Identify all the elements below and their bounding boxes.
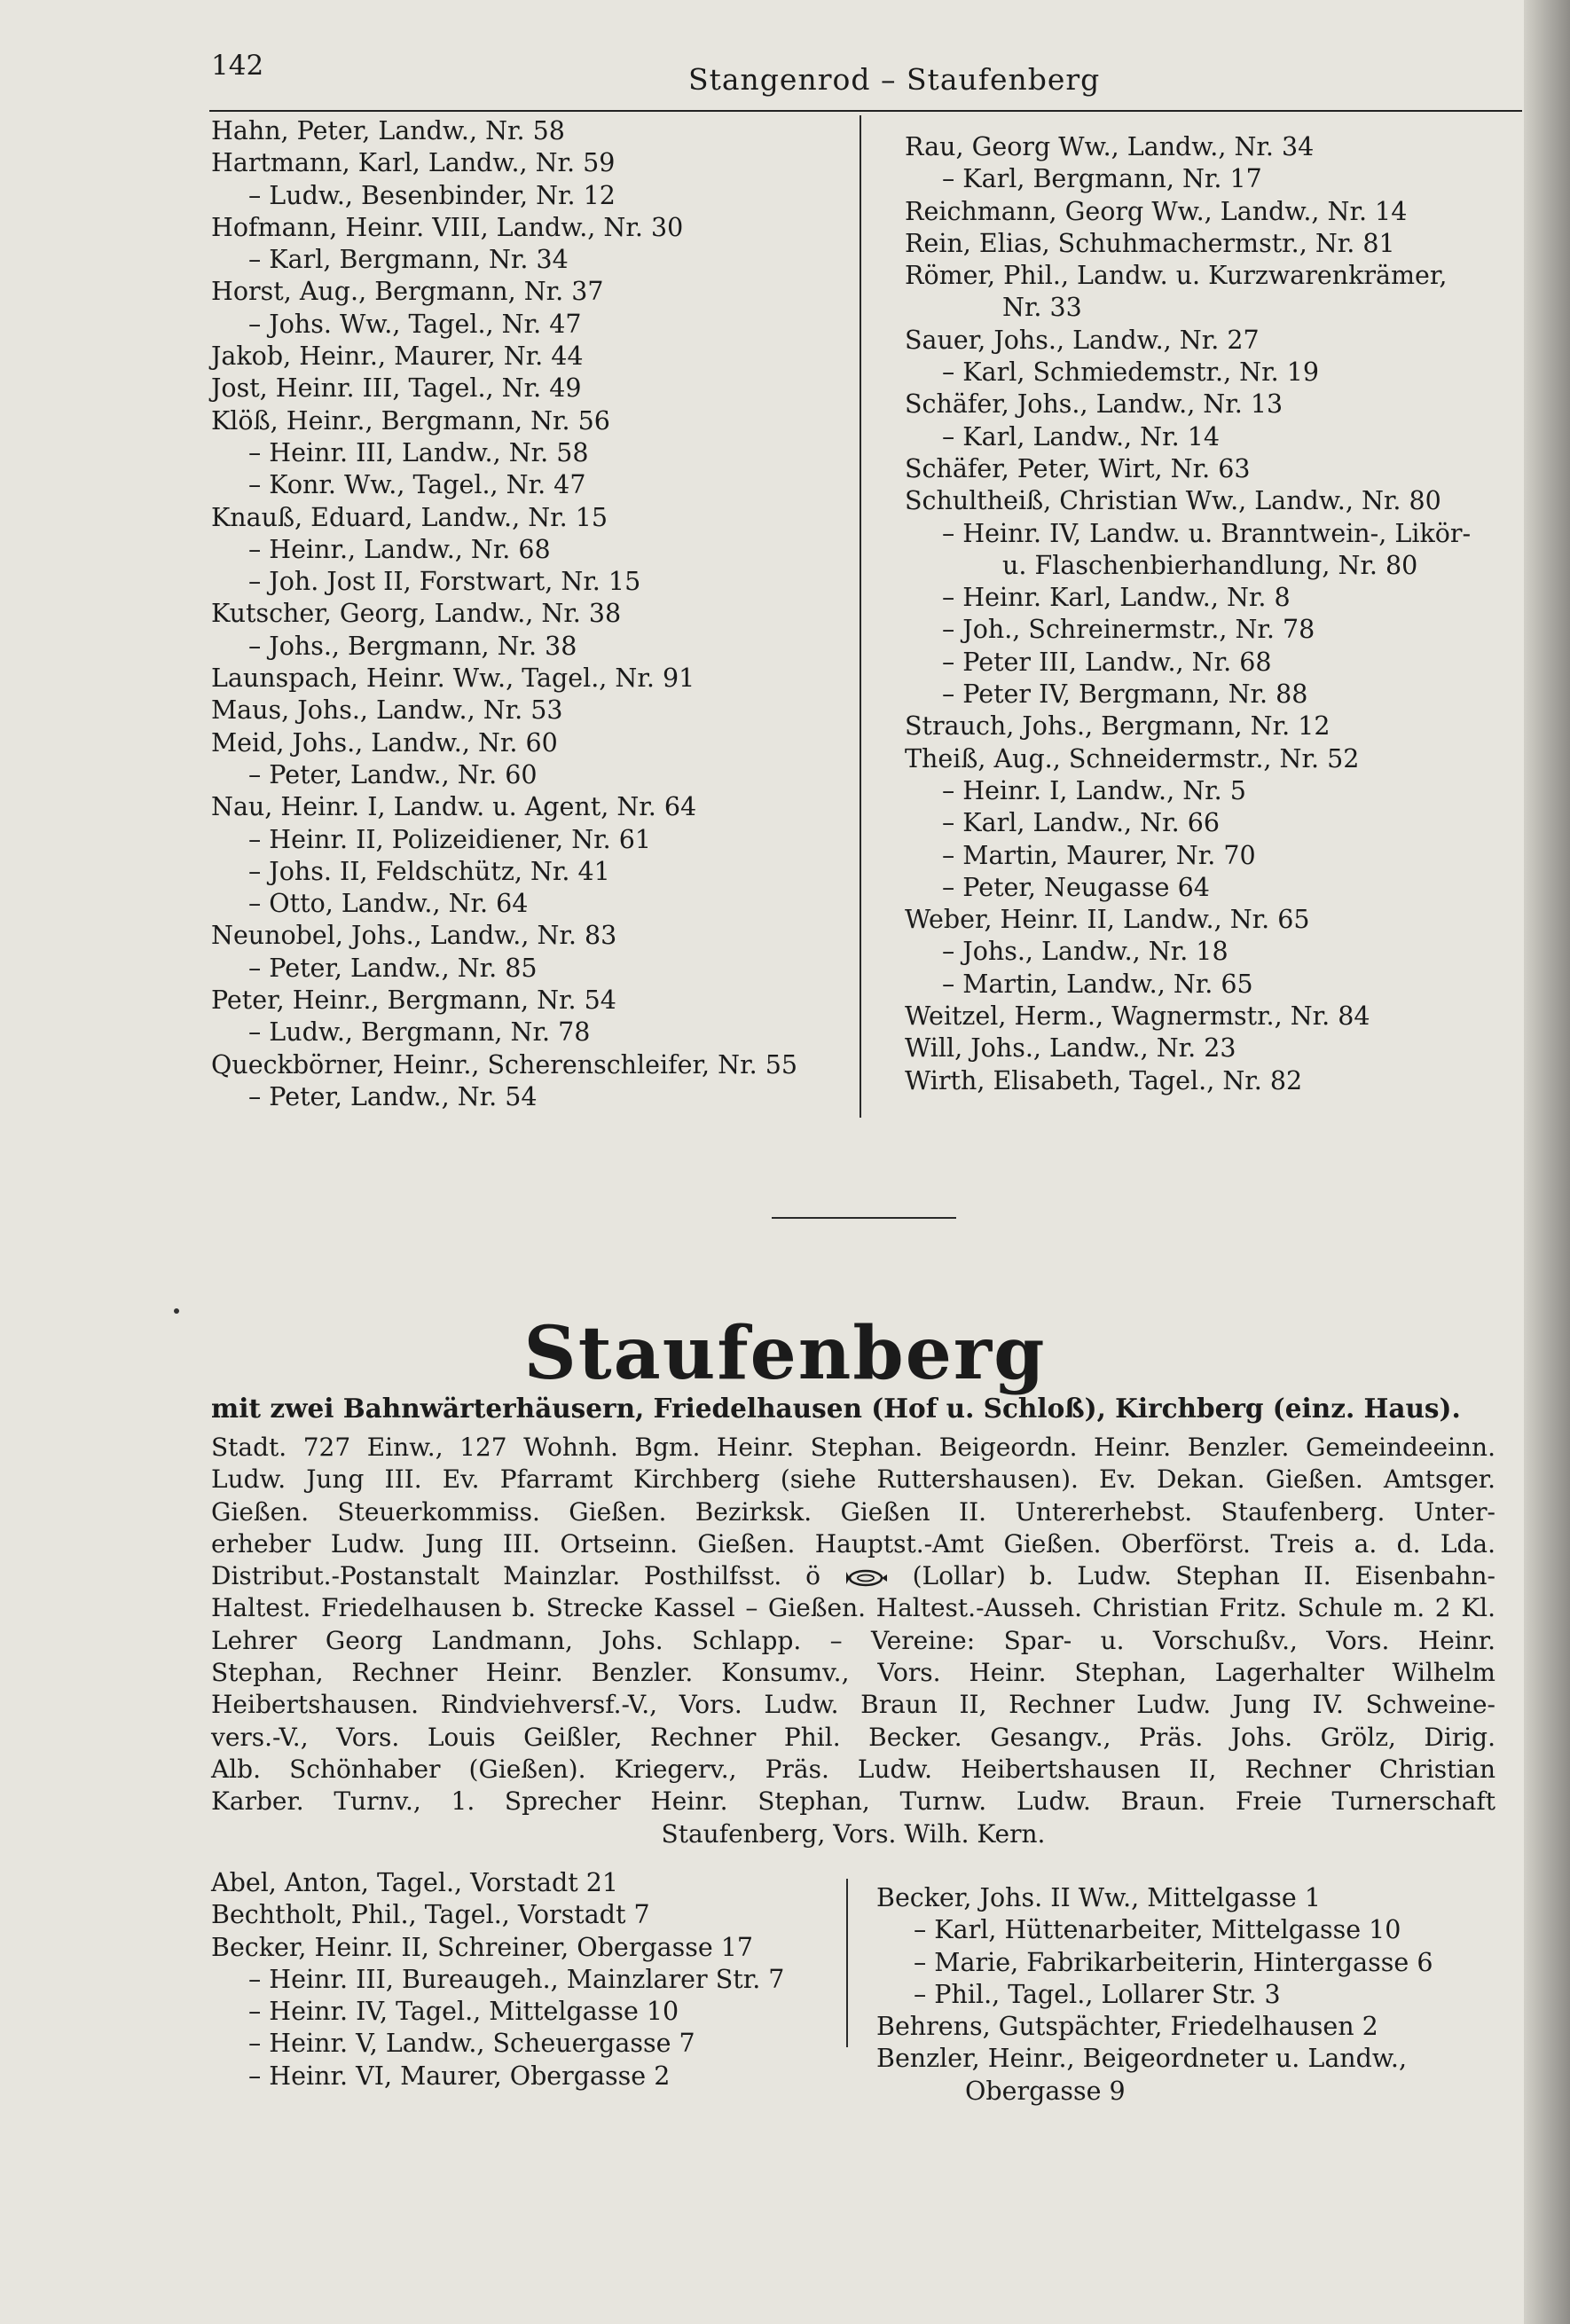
directory-entry: Schäfer, Johs., Landw., Nr. 13	[905, 389, 1283, 420]
sub-entry: – Ludw., Besenbinder, Nr. 12	[248, 180, 616, 210]
directory-entry: Peter, Heinr., Bergmann, Nr. 54	[211, 985, 616, 1016]
column-divider	[846, 1879, 848, 2047]
sub-entry: – Johs., Landw., Nr. 18	[942, 937, 1229, 967]
sub-entry: – Peter, Neugasse 64	[942, 872, 1210, 902]
sub-entry: – Heinr., Landw., Nr. 68	[248, 534, 551, 564]
header-rule	[209, 110, 1522, 112]
directory-entry: Jakob, Heinr., Maurer, Nr. 44	[211, 342, 584, 372]
directory-entry: Hahn, Peter, Landw., Nr. 58	[211, 116, 565, 145]
sub-entry: – Karl, Hüttenarbeiter, Mittelgasse 10	[914, 1915, 1401, 1945]
sub-entry: – Heinr. I, Landw., Nr. 5	[942, 775, 1246, 805]
sub-entry: – Peter, Landw., Nr. 85	[248, 953, 538, 983]
directory-entry: Wirth, Elisabeth, Tagel., Nr. 82	[905, 1065, 1303, 1095]
stangenrod-entries-left	[211, 115, 850, 1113]
staufenberg-entries-right	[876, 1882, 1515, 2108]
info-line: Heibertshausen. Rindviehversf.-V., Vors. Ludw. Braun II, Rechner Ludw. Jung IV. Schweine-	[211, 1690, 1495, 1720]
sub-entry: – Heinr. II, Polizeidiener, Nr. 61	[248, 824, 652, 854]
directory-entry: Klöß, Heinr., Bergmann, Nr. 56	[211, 405, 610, 436]
directory-entry: Behrens, Gutspächter, Friedelhausen 2	[876, 2012, 1378, 2042]
sub-entry: – Joh., Schreinermstr., Nr. 78	[942, 615, 1315, 645]
column-divider	[860, 115, 861, 1118]
directory-entry: Becker, Heinr. II, Schreiner, Obergasse 17	[211, 1932, 754, 1962]
info-line-part: Distribut.-Postanstalt Mainzlar. Posthilfsst. ö	[211, 1561, 820, 1591]
info-line: Gießen. Steuerkommiss. Gießen. Bezirksk. Gießen II. Untererhebst. Staufenberg. Unter-	[211, 1496, 1495, 1527]
sub-entry: – Karl, Bergmann, Nr. 17	[942, 164, 1262, 194]
directory-entry: Horst, Aug., Bergmann, Nr. 37	[211, 277, 604, 307]
directory-entry: Neunobel, Johs., Landw., Nr. 83	[211, 921, 617, 951]
directory-entry: Benzler, Heinr., Beigeordneter u. Landw.,	[876, 2044, 1408, 2074]
directory-entry: Weber, Heinr. II, Landw., Nr. 65	[905, 905, 1310, 935]
info-line: erheber Ludw. Jung III. Ortseinn. Gießen. Hauptst.-Amt Gießen. Oberförst. Treis a. d. Lda.	[211, 1528, 1495, 1558]
directory-entry: Meid, Johs., Landw., Nr. 60	[211, 727, 558, 758]
sub-entry: – Ludw., Bergmann, Nr. 78	[248, 1017, 591, 1048]
directory-entry: Strauch, Johs., Bergmann, Nr. 12	[905, 711, 1331, 742]
book-gutter-shadow	[1524, 0, 1570, 2324]
directory-entry: Jost, Heinr. III, Tagel., Nr. 49	[211, 373, 582, 404]
sub-entry: – Peter, Landw., Nr. 60	[248, 759, 538, 789]
directory-entry: Theiß, Aug., Schneidermstr., Nr. 52	[905, 743, 1360, 773]
sub-entry: – Johs. II, Feldschütz, Nr. 41	[248, 856, 610, 886]
sub-entry: – Heinr. VI, Maurer, Obergasse 2	[248, 2061, 671, 2091]
sub-entry: – Karl, Schmiedemstr., Nr. 19	[942, 357, 1319, 388]
directory-entry: Römer, Phil., Landw. u. Kurzwarenkrämer,	[905, 261, 1448, 291]
sub-entry: – Peter IV, Bergmann, Nr. 88	[942, 679, 1308, 710]
directory-entry: Nau, Heinr. I, Landw. u. Agent, Nr. 64	[211, 792, 697, 822]
sub-entry: – Karl, Bergmann, Nr. 34	[248, 245, 569, 275]
sub-entry: – Johs. Ww., Tagel., Nr. 47	[248, 309, 582, 339]
directory-entry: Reichmann, Georg Ww., Landw., Nr. 14	[905, 196, 1408, 226]
info-line: Staufenberg, Vors. Wilh. Kern.	[661, 1818, 1046, 1849]
entry-continuation: Nr. 33	[1002, 293, 1082, 323]
running-title: Stangenrod – Staufenberg	[688, 62, 1101, 97]
sub-entry: – Heinr. IV, Landw. u. Branntwein-, Likör-	[942, 518, 1472, 548]
directory-entry: Hofmann, Heinr. VIII, Landw., Nr. 30	[211, 212, 684, 242]
section-separator	[772, 1217, 956, 1219]
sub-entry: – Marie, Fabrikarbeiterin, Hintergasse 6	[914, 1947, 1433, 1977]
directory-entry: Schultheiß, Christian Ww., Landw., Nr. 80	[905, 486, 1441, 516]
sub-entry: – Martin, Landw., Nr. 65	[942, 969, 1253, 999]
sub-entry: – Heinr. III, Bureaugeh., Mainzlarer Str. 7	[248, 1964, 785, 1994]
sub-entry: – Johs., Bergmann, Nr. 38	[248, 631, 577, 661]
info-line-part: (Lollar) b. Ludw. Stephan II. Eisenbahn-	[912, 1561, 1496, 1591]
info-line: Alb. Schönhaber (Gießen). Kriegerv., Präs. Ludw. Heibertshausen II, Rechner Christian	[211, 1754, 1495, 1784]
directory-entry: Hartmann, Karl, Landw., Nr. 59	[211, 148, 616, 178]
post-horn-icon	[844, 1566, 889, 1590]
directory-entry: Bechtholt, Phil., Tagel., Vorstadt 7	[211, 1900, 650, 1930]
info-line-with-icon	[211, 1560, 1495, 1592]
directory-entry: Rau, Georg Ww., Landw., Nr. 34	[905, 132, 1315, 161]
directory-entry: Abel, Anton, Tagel., Vorstadt 21	[211, 1868, 618, 1897]
staufenberg-entries-left	[211, 1867, 867, 2092]
sub-entry: – Peter III, Landw., Nr. 68	[942, 647, 1272, 677]
sub-entry: – Heinr. V, Landw., Scheuergasse 7	[248, 2029, 695, 2059]
section-subtitle: mit zwei Bahnwärterhäusern, Friedelhausen (Hof u. Schloß), Kirchberg (einz. Haus).	[211, 1393, 1461, 1424]
directory-entry: Will, Johs., Landw., Nr. 23	[905, 1033, 1236, 1064]
sub-entry: – Otto, Landw., Nr. 64	[248, 889, 529, 919]
stangenrod-entries-right	[905, 131, 1526, 1097]
directory-entry: Sauer, Johs., Landw., Nr. 27	[905, 325, 1260, 355]
sub-entry: – Heinr. IV, Tagel., Mittelgasse 10	[248, 1997, 679, 2027]
sub-entry: – Konr. Ww., Tagel., Nr. 47	[248, 470, 586, 500]
sub-entry: – Peter, Landw., Nr. 54	[248, 1081, 538, 1111]
sub-entry: – Heinr. Karl, Landw., Nr. 8	[942, 583, 1291, 613]
directory-entry: Queckbörner, Heinr., Scherenschleifer, Nr. 55	[211, 1049, 797, 1080]
sub-entry: – Karl, Landw., Nr. 66	[942, 808, 1220, 838]
sub-entry: – Heinr. III, Landw., Nr. 58	[248, 437, 589, 467]
directory-entry: Becker, Johs. II Ww., Mittelgasse 1	[876, 1883, 1321, 1912]
sub-entry: – Joh. Jost II, Forstwart, Nr. 15	[248, 567, 641, 597]
info-line: vers.-V., Vors. Louis Geißler, Rechner Phil. Becker. Gesangv., Präs. Johs. Grölz, Dirig.	[211, 1722, 1495, 1752]
directory-entry: Knauß, Eduard, Landw., Nr. 15	[211, 502, 608, 532]
section-title: Staufenberg	[523, 1311, 1047, 1396]
sub-entry: – Phil., Tagel., Lollarer Str. 3	[914, 1979, 1281, 2009]
directory-entry: Kutscher, Georg, Landw., Nr. 38	[211, 599, 622, 629]
info-line: Stadt. 727 Einw., 127 Wohnh. Bgm. Heinr. Stephan. Beigeordn. Heinr. Benzler. Gemeindeeinn.	[211, 1433, 1495, 1462]
page-number: 142	[211, 50, 264, 82]
sub-entry: – Karl, Landw., Nr. 14	[942, 421, 1220, 451]
info-line: Haltest. Friedelhausen b. Strecke Kassel – Gießen. Haltest.-Ausseh. Christian Fritz. Schule m. 2 Kl.	[211, 1593, 1495, 1623]
directory-entry: Launspach, Heinr. Ww., Tagel., Nr. 91	[211, 663, 695, 694]
info-line: Stephan, Rechner Heinr. Benzler. Konsumv., Vors. Heinr. Stephan, Lagerhalter Wilhelm	[211, 1658, 1495, 1688]
directory-entry: Maus, Johs., Landw., Nr. 53	[211, 695, 563, 726]
entry-continuation: u. Flaschenbierhandlung, Nr. 80	[1002, 550, 1418, 580]
sub-entry: – Martin, Maurer, Nr. 70	[942, 840, 1256, 870]
directory-entry: Rein, Elias, Schuhmachermstr., Nr. 81	[905, 228, 1395, 258]
town-info-paragraph	[211, 1432, 1495, 1850]
directory-entry: Weitzel, Herm., Wagnermstr., Nr. 84	[905, 1001, 1370, 1032]
directory-entry: Schäfer, Peter, Wirt, Nr. 63	[905, 453, 1251, 483]
info-line: Karber. Turnv., 1. Sprecher Heinr. Stephan, Turnw. Ludw. Braun. Freie Turnerschaft	[211, 1786, 1495, 1817]
info-line: Lehrer Georg Landmann, Johs. Schlapp. – Vereine: Spar- u. Vorschußv., Vors. Heinr.	[211, 1625, 1495, 1655]
entry-continuation: Obergasse 9	[965, 2076, 1126, 2106]
info-line: Ludw. Jung III. Ev. Pfarramt Kirchberg (siehe Ruttershausen). Ev. Dekan. Gießen. Amtsger.	[211, 1464, 1495, 1495]
